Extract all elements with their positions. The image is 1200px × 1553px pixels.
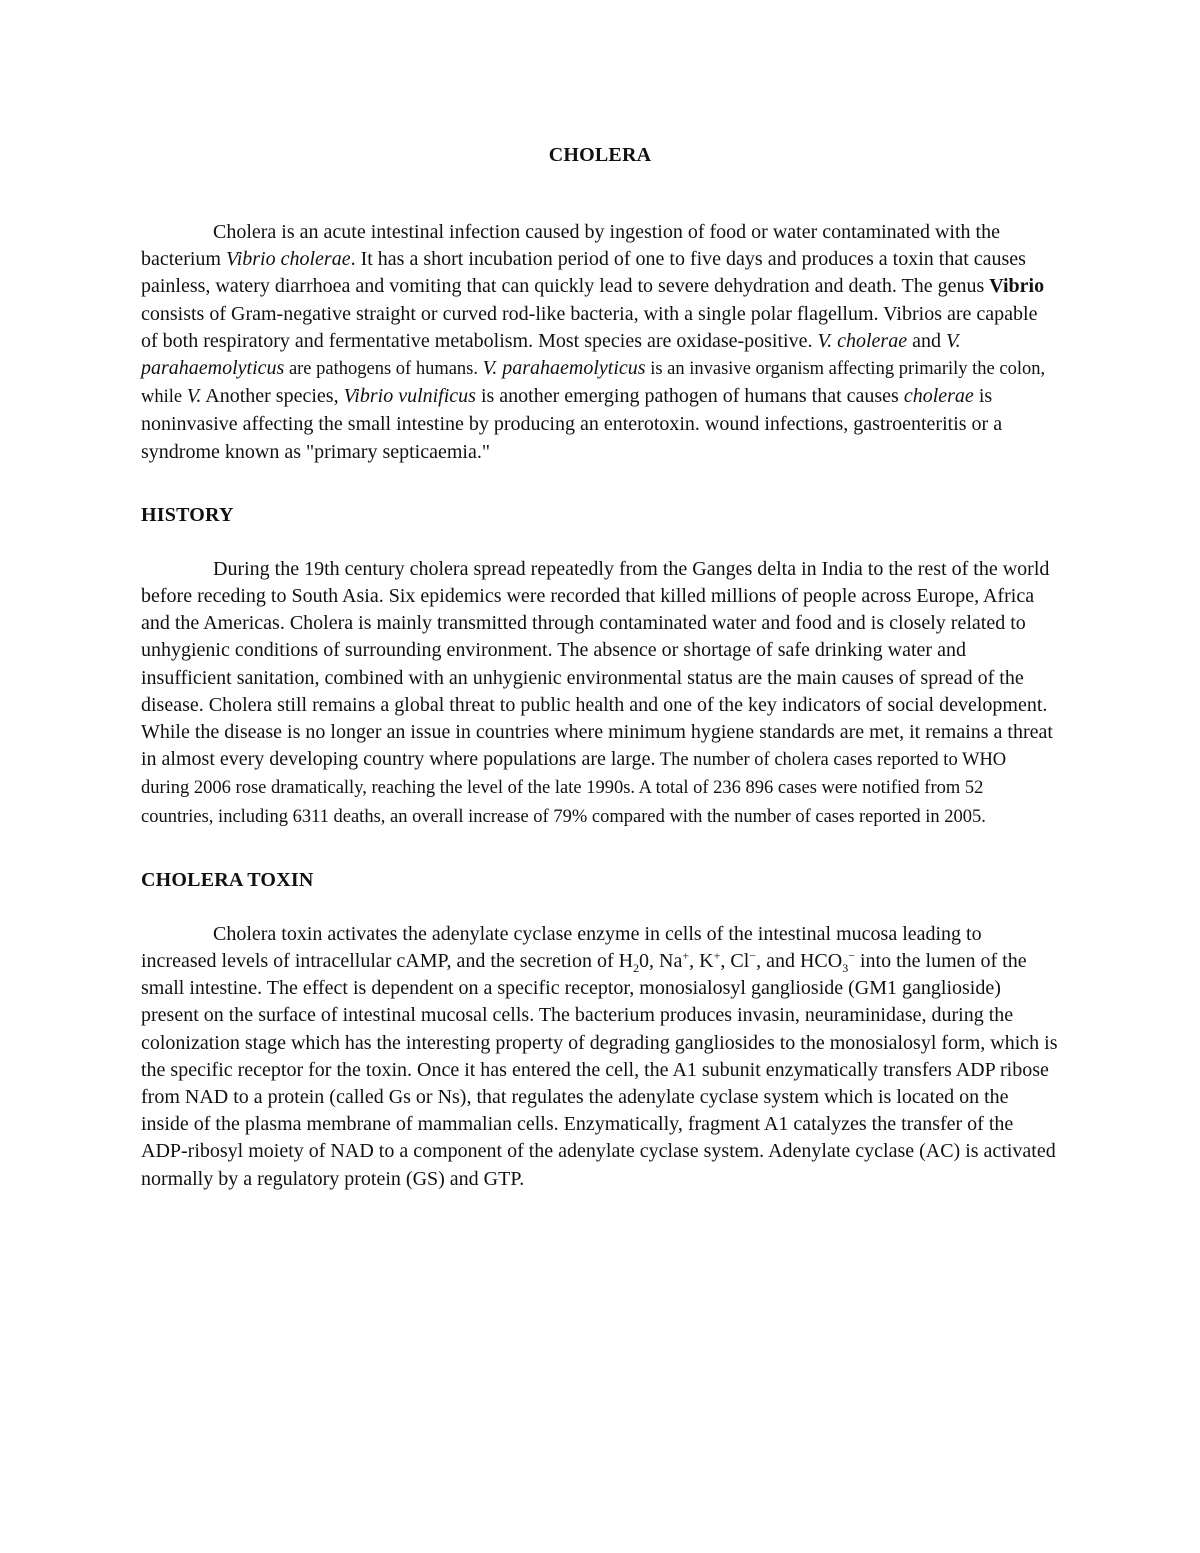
species-name: Vibrio cholerae [225,248,351,271]
superscript: + [713,948,721,963]
text-run: and [907,329,946,352]
superscript: + [682,948,690,963]
text-run: are pathogens of humans. [284,359,483,380]
subscript: 3 [842,961,849,976]
intro-paragraph [141,219,1059,466]
species-name: V. parahaemolyticus [141,329,961,380]
text-run: , Cl [720,950,750,973]
toxin-heading: CHOLERA TOXIN [141,868,314,891]
text-run: Another species, [201,385,344,408]
species-name: cholerae [903,385,974,408]
superscript: − [749,948,757,963]
text-run: is noninvasive affecting the small intestine by producing an enterotoxin. wound infections, gastroenteritis or a syndrome known as "primary septicaemia." [141,385,1003,463]
history-paragraph [141,556,1059,831]
species-name: V. [186,385,202,408]
toxin-paragraph [141,921,1059,1193]
text-run: 0, Na [639,950,683,973]
document-body [141,142,1059,1193]
text-run: consists of Gram-negative straight or curved rod-like bacteria, with a single polar flagellum. Vibrios are capable of both respiratory and fermentative metabolism. Most species are oxidase-positive. [141,302,1038,352]
subscript: 2 [633,961,640,976]
superscript: − [848,948,855,963]
species-name: Vibrio vulnificus [343,385,476,408]
text-run: During the 19th century cholera spread repeatedly from the Ganges delta in India to the rest of the world before receding to South Asia. Six epidemics were recorded that killed millions of people across Europe, Africa and the Americas. Cholera is mainly transmitted through contaminated water and food and is closely related to unhygienic conditions of surrounding environment. The absence or shortage of safe drinking water and insufficient sanitation, combined with an unhygienic environmental status are the main causes of spread of the disease. Cholera still remains a global threat to public health and one of the key indicators of social development. While the disease is no longer an issue in countries where minimum hygiene standards are met, it remains a threat in almost every developing country where populations are large. [141,557,1053,771]
text-run: , K [689,950,714,973]
text-run: Cholera is an acute intestinal infection caused by ingestion of food or water contaminated with the bacterium [141,221,1000,271]
document-title: CHOLERA [548,144,652,166]
genus-name: Vibrio [989,275,1045,298]
text-run: into the lumen of the small intestine. The effect is dependent on a specific receptor, monosialosyl ganglioside (GM1 ganglioside) present on the surface of intestinal mucosal cells. The bacterium produces invasin, neuraminidase, during the colonization stage which has the interesting property of degrading gangliosides to the monosialosyl form, which is the specific receptor for the toxin. Once it has entered the cell, the A1 subunit enzymatically transfers ADP ribose from NAD to a protein (called Gs or Ns), that regulates the adenylate cyclase system which is located on the inside of the plasma membrane of mammalian cells. Enzymatically, fragment A1 catalyzes the transfer of the ADP-ribosyl moiety of NAD to a component of the adenylate cyclase system. Adenylate cyclase (AC) is activated normally by a regulatory protein (GS) and GTP. [141,950,1058,1190]
history-heading: HISTORY [141,503,234,526]
text-run: , and HCO [756,950,843,973]
text-run: . It has a short incubation period of one to five days and produces a toxin that causes painless, watery diarrhoea and vomiting that can quickly lead to severe dehydration and death. The genus [141,248,1026,298]
text-run: The number of cholera cases reported to WHO during 2006 rose dramatically, reaching the level of the late 1990s. A total of 236 896 cases were notified from 52 countries, including 6311 deaths, an overall increase of 79% compared with the number of cases reported in 2005. [141,750,1007,827]
text-run: is another emerging pathogen of humans that causes [475,385,904,408]
species-name: V. cholerae [817,329,908,352]
text-run: is an invasive organism affecting primarily the colon, while [141,359,1046,408]
text-run: Cholera toxin activates the adenylate cyclase enzyme in cells of the intestinal mucosa leading to increased levels of intracellular cAMP, and the secretion of H [141,922,982,973]
species-name: V. parahaemolyticus [482,357,646,380]
